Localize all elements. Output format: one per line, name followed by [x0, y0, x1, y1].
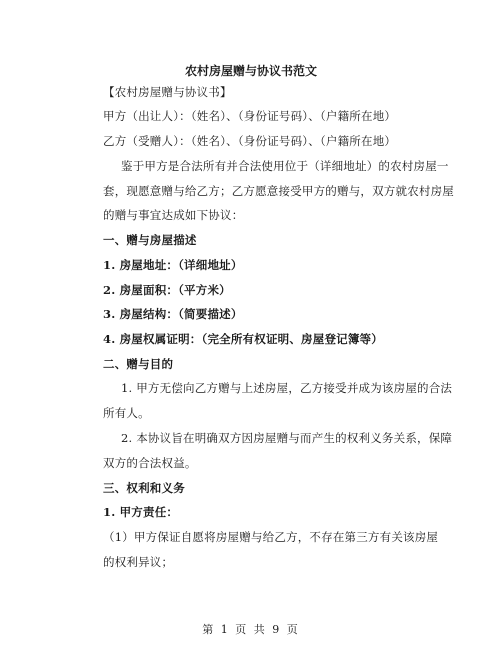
purpose-2-line-1: 2. 本协议旨在明确双方因房屋赠与而产生的权利义务关系，保障 — [121, 431, 453, 445]
party-a-duties-item: 1. 甲方责任： — [103, 505, 179, 519]
house-area-item: 2. 房屋面积：（平方米） — [103, 283, 231, 297]
section-heading-1: 一、赠与房屋描述 — [103, 233, 197, 247]
document-title: 农村房屋赠与协议书范文 — [184, 64, 317, 78]
preamble-line-1: 鉴于甲方是合法所有并合法使用位于（详细地址）的农村房屋一 — [121, 159, 449, 173]
preamble-line-3: 的赠与事宜达成如下协议： — [103, 208, 244, 222]
house-ownership-item: 4. 房屋权属证明：（完全所有权证明、房屋登记簿等） — [103, 332, 383, 346]
duty-1-line-2: 的权利异议； — [103, 555, 174, 569]
agreement-heading: 【农村房屋赠与协议书】 — [103, 85, 232, 99]
section-heading-3: 三、权利和义务 — [103, 481, 185, 495]
house-address-item: 1. 房屋地址：（详细地址） — [103, 258, 243, 272]
purpose-1-line-2: 所有人。 — [103, 406, 150, 420]
preamble-line-2: 套，现愿意赠与给乙方；乙方愿意接受甲方的赠与，双方就农村房屋 — [103, 184, 454, 198]
purpose-1-line-1: 1. 甲方无偿向乙方赠与上述房屋，乙方接受并成为该房屋的合法 — [121, 381, 453, 395]
section-heading-2: 二、赠与目的 — [103, 357, 174, 371]
party-a-line: 甲方（出让人）：（姓名）、（身份证号码）、（户籍所在地） — [103, 109, 397, 123]
party-b-line: 乙方（受赠人）：（姓名）、（身份证号码）、（户籍所在地） — [103, 134, 397, 148]
purpose-2-line-2: 双方的合法权益。 — [103, 456, 197, 470]
duty-1-line-1: （1）甲方保证自愿将房屋赠与给乙方，不存在第三方有关该房屋 — [103, 530, 439, 544]
page-number-footer: 第 1 页 共 9 页 — [202, 623, 300, 636]
house-structure-item: 3. 房屋结构：（简要描述） — [103, 307, 243, 321]
